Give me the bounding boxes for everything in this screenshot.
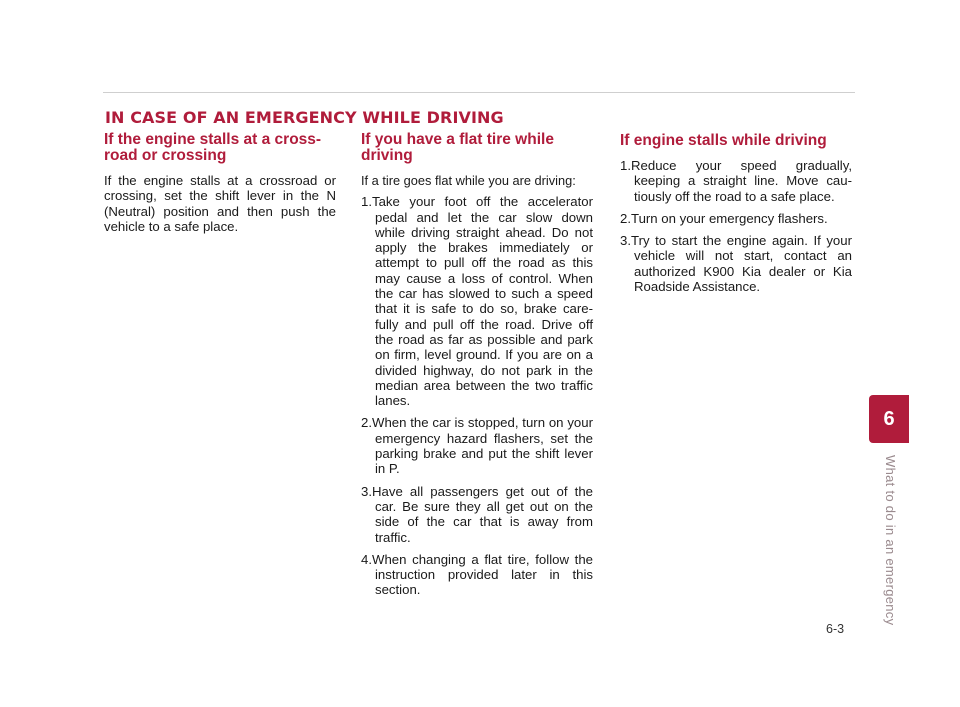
list-item: 3.Try to start the engine again. If your vehicle will not start, contact an authorized K900 Kia dealer or Kia Roadside Assistance. <box>620 233 852 295</box>
page-number: 6-3 <box>826 622 845 636</box>
list-item: 1.Take your foot off the accelerator pedal and let the car slow down while driving straight ahead. Do not apply the brakes immediately or attempt to pull off the road as this may cause a loss of control. When the car has slowed to such a speed that it is safe to do so, brake care-fully and pull off the road. Drive off the road as far as possible and park on firm, level ground. If you are on a divided highway, do not park in the median area between the two traffic lanes. <box>361 194 593 409</box>
heading-engine-stall-crossing: If the engine stalls at a cross-road or crossing <box>104 131 322 164</box>
column-engine-stall-driving <box>620 133 852 301</box>
header-rule <box>103 92 855 93</box>
section-title: IN CASE OF AN EMERGENCY WHILE DRIVING <box>105 108 504 127</box>
heading-engine-stall-driving: If engine stalls while driving <box>620 132 827 149</box>
column-flat-tire <box>361 132 593 605</box>
list-item: 4.When changing a flat tire, follow the instruction provided later in this section. <box>361 551 593 598</box>
engine-stall-steps <box>620 158 852 294</box>
column-engine-stall-crossing <box>104 132 336 234</box>
paragraph-engine-stall-crossing: If the engine stalls at a crossroad or crossing, set the shift lever in the N (Neutral) position and then push the vehicle to a safe place. <box>104 173 336 234</box>
list-item: 1.Reduce your speed gradually, keeping a straight line. Move cau-tiously off the road to a safe place. <box>620 158 852 204</box>
heading-flat-tire: If you have a flat tire while driving <box>361 131 554 164</box>
list-item: 2.When the car is stopped, turn on your emergency hazard flashers, set the parking brake and put the shift lever in P. <box>361 415 593 477</box>
flat-tire-steps <box>361 194 593 597</box>
chapter-tab: 6 <box>869 395 909 443</box>
list-item: 3.Have all passengers get out of the car. Be sure they all get out on the side of the car that is away from traffic. <box>361 483 593 545</box>
list-item: 2.Turn on your emergency flashers. <box>620 210 828 226</box>
chapter-label: What to do in an emergency <box>883 455 898 626</box>
flat-tire-intro: If a tire goes flat while you are driving: <box>361 173 576 188</box>
